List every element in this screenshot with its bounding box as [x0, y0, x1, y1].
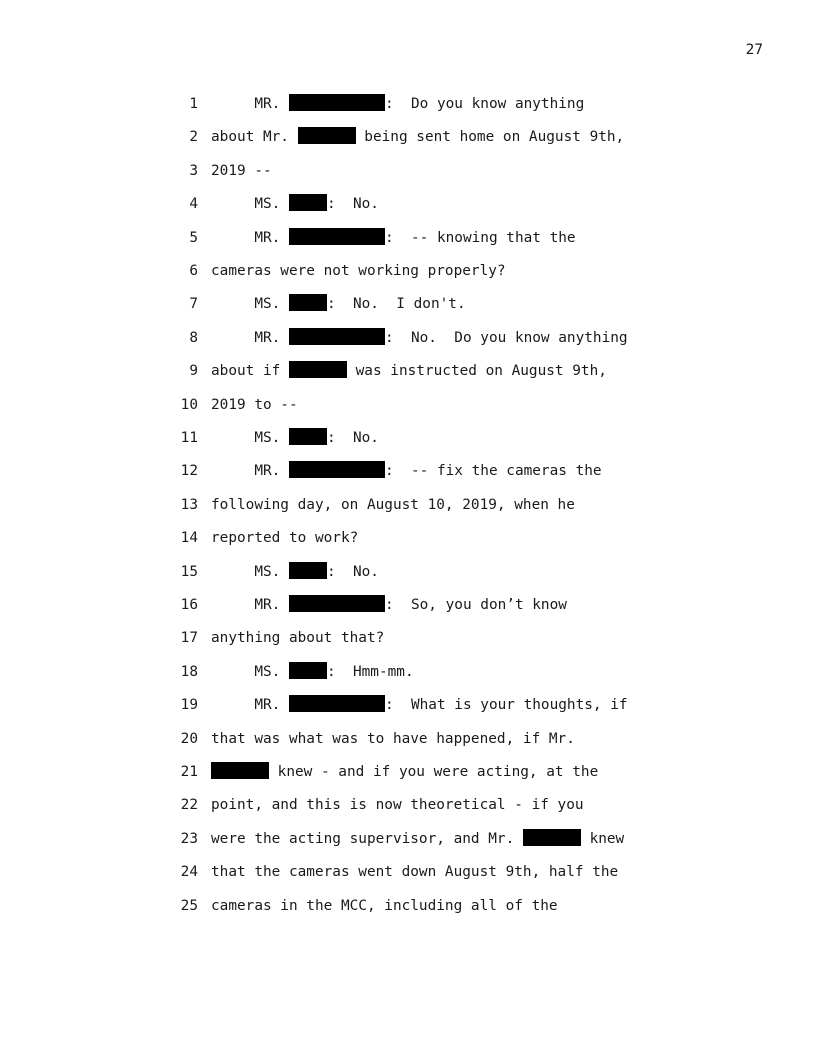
line-text — [211, 729, 575, 749]
text-segment: MS. — [211, 296, 289, 313]
text-segment: was instructed on August 9th, — [346, 363, 607, 380]
text-segment: 2019 to -- — [211, 396, 298, 413]
text-segment: MR. — [211, 463, 289, 480]
line-text — [211, 762, 598, 782]
line-text — [211, 695, 628, 715]
text-segment: knew — [580, 830, 625, 847]
text-segment: about if — [211, 363, 289, 380]
line-text — [211, 595, 567, 615]
line-number: 19 — [180, 697, 198, 714]
line-text — [211, 228, 576, 248]
line-number: 4 — [189, 196, 198, 213]
text-segment: following day, on August 10, 2019, when he — [211, 496, 575, 513]
line-text — [211, 562, 379, 582]
line-text — [211, 795, 584, 815]
line-text — [211, 328, 628, 348]
line-text — [211, 294, 466, 314]
line-number: 9 — [189, 363, 198, 380]
redaction-box — [289, 662, 327, 679]
text-segment: MR. — [211, 329, 289, 346]
line-number: 23 — [180, 830, 198, 847]
text-segment: knew - and if you were acting, at the — [269, 764, 599, 780]
line-number: 22 — [180, 797, 198, 814]
line-text — [211, 628, 384, 648]
line-number: 2 — [189, 129, 198, 146]
line-text — [211, 495, 575, 515]
line-text — [211, 862, 618, 882]
line-number: 11 — [180, 430, 198, 446]
text-segment: MR. — [211, 96, 289, 112]
text-segment: MS. — [211, 196, 289, 213]
line-number: 3 — [189, 162, 198, 179]
redaction-box — [289, 428, 327, 445]
text-segment: that was what was to have happened, if Mr. — [211, 730, 575, 747]
line-number: 21 — [180, 764, 198, 780]
text-segment: : No. I don't. — [326, 296, 466, 313]
redaction-box — [289, 294, 327, 311]
text-segment: MR. — [211, 229, 289, 246]
text-segment: : No. — [326, 430, 379, 446]
line-text — [211, 662, 414, 682]
redaction-box — [289, 695, 385, 712]
line-number: 1 — [189, 96, 198, 112]
line-text — [211, 161, 272, 181]
redaction-box — [211, 762, 269, 779]
text-segment: : No. — [326, 196, 379, 213]
text-segment: MS. — [211, 430, 289, 446]
line-text — [211, 528, 358, 548]
line-number: 20 — [180, 730, 198, 747]
line-number: 24 — [180, 864, 198, 881]
text-segment: point, and this is now theoretical - if you — [211, 797, 584, 814]
text-segment: cameras were not working properly? — [211, 263, 506, 279]
line-number: 15 — [180, 563, 198, 580]
text-segment: anything about that? — [211, 630, 385, 647]
line-number: 12 — [180, 463, 198, 480]
text-segment: : So, you don’t know — [384, 597, 567, 613]
text-segment: MR. — [211, 697, 289, 714]
text-segment: : No. Do you know anything — [384, 329, 628, 346]
line-number: 14 — [180, 530, 198, 547]
line-number: 18 — [180, 663, 198, 680]
text-segment: MS. — [211, 563, 289, 580]
line-text — [211, 428, 379, 448]
line-number: 17 — [180, 630, 198, 647]
line-text — [211, 127, 624, 147]
text-segment: MS. — [211, 663, 289, 680]
line-text — [211, 829, 624, 849]
redaction-box — [289, 328, 385, 345]
redaction-box — [289, 595, 385, 612]
text-segment: were the acting supervisor, and Mr. — [211, 830, 523, 847]
line-number: 25 — [180, 897, 198, 914]
text-segment: that the cameras went down August 9th, half the — [211, 864, 619, 881]
page-number: 27 — [745, 42, 763, 58]
text-segment: : -- fix the cameras the — [384, 463, 602, 480]
text-segment: about Mr. — [211, 129, 298, 146]
redaction-box — [289, 562, 327, 579]
redaction-box — [289, 94, 385, 111]
line-text — [211, 361, 607, 381]
line-number: 7 — [189, 296, 198, 313]
text-segment: : No. — [326, 563, 379, 580]
line-text — [211, 261, 506, 281]
text-segment: : What is your thoughts, if — [384, 697, 628, 714]
line-text — [211, 461, 602, 481]
text-segment: cameras in the MCC, including all of the — [211, 897, 558, 914]
line-text — [211, 395, 298, 415]
line-number: 10 — [180, 396, 198, 413]
line-number: 8 — [189, 329, 198, 346]
text-segment: being sent home on August 9th, — [355, 129, 625, 146]
text-segment: : Do you know anything — [384, 96, 585, 112]
redaction-box — [298, 127, 356, 144]
text-segment: : -- knowing that the — [384, 229, 576, 246]
text-segment: 2019 -- — [211, 162, 272, 179]
text-segment: reported to work? — [211, 530, 359, 547]
line-text — [211, 94, 584, 114]
redaction-box — [523, 829, 581, 846]
redaction-box — [289, 194, 327, 211]
redaction-box — [289, 361, 347, 378]
text-segment: MR. — [211, 597, 289, 613]
text-segment: : Hmm-mm. — [326, 663, 414, 680]
redaction-box — [289, 461, 385, 478]
line-number: 5 — [189, 229, 198, 246]
line-text — [211, 194, 379, 214]
line-number: 6 — [189, 263, 198, 279]
line-number: 16 — [180, 597, 198, 613]
line-number: 13 — [180, 496, 198, 513]
redaction-box — [289, 228, 385, 245]
line-text — [211, 896, 558, 916]
